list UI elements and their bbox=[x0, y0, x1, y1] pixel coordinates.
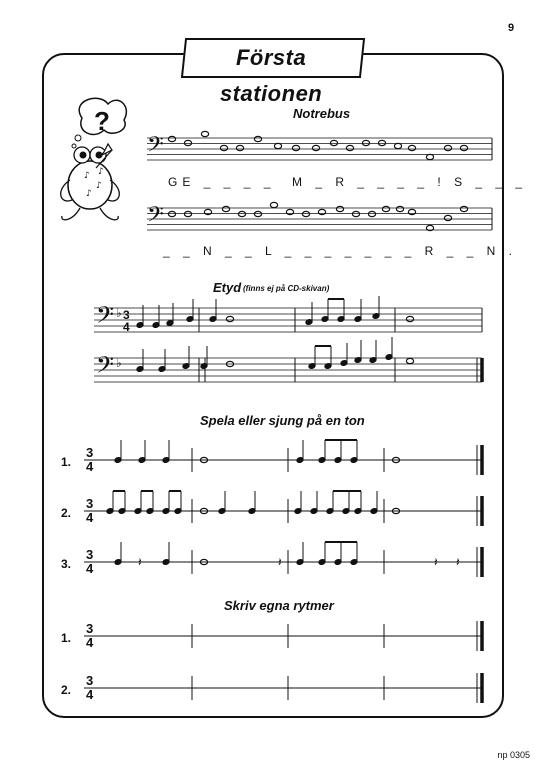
whole-note bbox=[292, 145, 299, 150]
whole-note bbox=[254, 211, 261, 216]
time-signature-bottom: 4 bbox=[86, 687, 94, 702]
bug-body bbox=[68, 161, 112, 209]
whole-note bbox=[362, 140, 369, 145]
whole-note bbox=[184, 211, 191, 216]
whole-note bbox=[226, 316, 233, 321]
time-signature-bottom: 4 bbox=[86, 459, 94, 474]
whole-note bbox=[378, 140, 385, 145]
bass-clef-icon: 𝄢 bbox=[96, 351, 115, 385]
music-note-icon: ♪ bbox=[84, 171, 90, 181]
own-rhythm-label-1: 1. bbox=[61, 631, 72, 645]
whole-note bbox=[352, 211, 359, 216]
whole-note bbox=[460, 145, 467, 150]
time-signature-top: 3 bbox=[86, 547, 94, 562]
whole-note bbox=[184, 140, 191, 145]
notrebus-heading: Notrebus bbox=[293, 106, 351, 121]
skriv-heading: Skriv egna rytmer bbox=[224, 598, 334, 613]
etyd-heading: Etyd bbox=[213, 280, 242, 295]
bug-pupil bbox=[80, 152, 86, 158]
whole-note bbox=[444, 215, 451, 220]
whole-note bbox=[394, 143, 401, 148]
whole-note bbox=[444, 145, 451, 150]
whole-note bbox=[254, 136, 261, 141]
music-note-icon: ♪ bbox=[86, 189, 92, 199]
rebus-line-2: _ _ N _ _ L _ _ _ _ _ _ _ R _ _ N . bbox=[163, 244, 517, 258]
music-note-icon: ♪ bbox=[98, 167, 104, 177]
rhythm-row-label-2: 2. bbox=[61, 506, 72, 520]
rest-icon: 𝄽 bbox=[456, 555, 460, 569]
time-signature-bottom: 4 bbox=[86, 510, 94, 525]
flat-icon: ♭ bbox=[116, 306, 122, 320]
time-signature-top: 3 bbox=[86, 673, 94, 688]
page-title: Första stationen bbox=[181, 38, 365, 78]
rhythm-row-label-1: 1. bbox=[61, 455, 72, 469]
time-signature-top: 3 bbox=[123, 308, 130, 322]
question-mark-icon: ? bbox=[94, 106, 110, 136]
time-signature-top: 3 bbox=[86, 445, 94, 460]
whole-note bbox=[382, 206, 389, 211]
flat-icon: ♭ bbox=[116, 356, 122, 370]
own-rhythm-label-2: 2. bbox=[61, 683, 72, 697]
page-number: 9 bbox=[508, 22, 515, 34]
bubble-dot bbox=[72, 144, 76, 148]
rest-icon: 𝄽 bbox=[278, 555, 282, 569]
whole-note bbox=[201, 131, 208, 136]
footer-code: np 0305 bbox=[497, 750, 530, 760]
whole-note bbox=[426, 154, 433, 159]
whole-note bbox=[236, 145, 243, 150]
time-signature-bottom: 4 bbox=[86, 635, 94, 650]
whole-note bbox=[460, 206, 467, 211]
whole-note bbox=[168, 136, 175, 141]
whole-note bbox=[312, 145, 319, 150]
rest-icon: 𝄽 bbox=[434, 555, 438, 569]
rhythm-row-label-3: 3. bbox=[61, 557, 72, 571]
whole-note bbox=[408, 145, 415, 150]
bug-leg bbox=[100, 208, 118, 220]
whole-note bbox=[222, 206, 229, 211]
whole-note bbox=[168, 211, 175, 216]
bass-clef-icon: 𝄢 bbox=[147, 132, 164, 163]
whole-note bbox=[396, 206, 403, 211]
whole-note bbox=[220, 145, 227, 150]
whole-note bbox=[238, 211, 245, 216]
whole-note bbox=[368, 211, 375, 216]
music-note-icon: ♪ bbox=[96, 181, 102, 191]
whole-note bbox=[336, 206, 343, 211]
whole-note bbox=[346, 145, 353, 150]
bass-clef-icon: 𝄢 bbox=[96, 301, 115, 335]
bubble-dot bbox=[75, 135, 81, 141]
time-signature-bottom: 4 bbox=[86, 561, 94, 576]
spela-heading: Spela eller sjung på en ton bbox=[200, 413, 365, 428]
time-signature-top: 3 bbox=[86, 621, 94, 636]
time-signature-bottom: 4 bbox=[123, 320, 130, 334]
whole-note bbox=[302, 211, 309, 216]
bug-leg bbox=[62, 208, 80, 220]
bass-clef-icon: 𝄢 bbox=[147, 202, 164, 233]
etyd-note: (finns ej på CD-skivan) bbox=[243, 284, 330, 293]
time-signature-top: 3 bbox=[86, 496, 94, 511]
whole-note bbox=[406, 316, 413, 321]
whole-note bbox=[330, 140, 337, 145]
rest-icon: 𝄽 bbox=[138, 555, 142, 569]
rebus-line-1: GE _ _ _ _ M _ R _ _ _ _ ! S _ _ _ bbox=[168, 175, 528, 189]
whole-note bbox=[270, 202, 277, 207]
whole-note bbox=[274, 143, 281, 148]
whole-note bbox=[406, 358, 413, 363]
